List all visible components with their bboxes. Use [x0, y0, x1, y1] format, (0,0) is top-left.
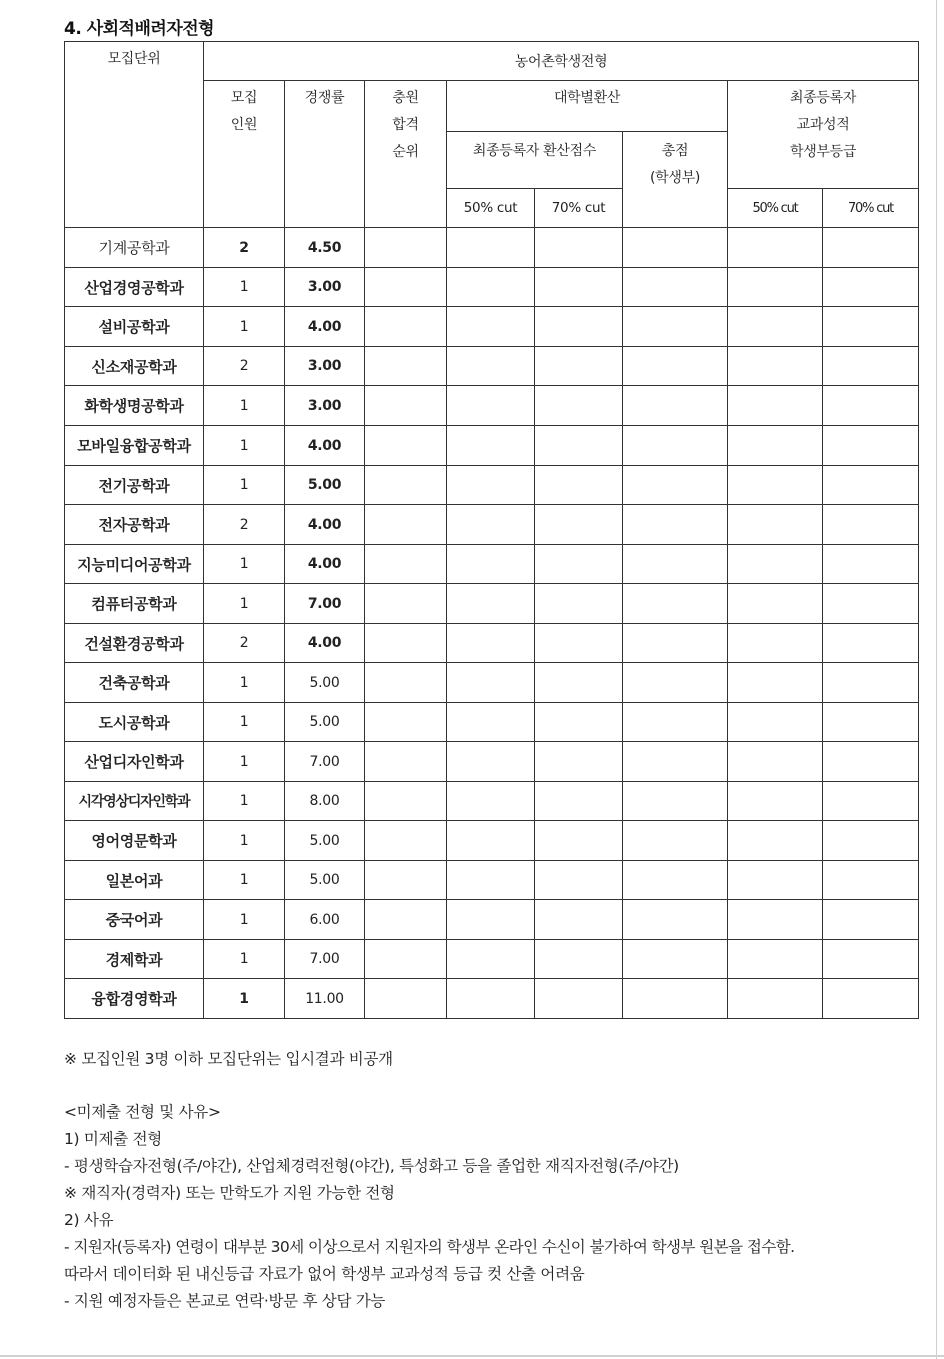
cut-70-score-cell	[535, 307, 623, 347]
dept-name: 전자공학과	[65, 505, 204, 545]
item1-line: ※ 재직자(경력자) 또는 만학도가 지원 가능한 전형	[64, 1184, 395, 1202]
fill-rank-cell	[365, 228, 447, 268]
total-score-cell	[623, 663, 728, 703]
cut-50-score-cell	[447, 861, 535, 900]
fill-rank-cell	[365, 426, 447, 466]
fill-rank-cell	[365, 742, 447, 782]
total-score-cell	[623, 900, 728, 940]
cut-50-grade-cell	[728, 940, 823, 979]
recruit-count: 1	[204, 742, 285, 782]
competition-rate: 4.00	[285, 505, 365, 545]
dept-name: 지능미디어공학과	[65, 545, 204, 584]
header-unit: 모집단위	[65, 42, 204, 228]
dept-name: 건축공학과	[65, 663, 204, 703]
item2-line: - 지원 예정자들은 본교로 연락·방문 후 상담 가능	[64, 1292, 386, 1310]
cut-50-score-cell	[447, 505, 535, 545]
total-score-cell	[623, 624, 728, 663]
cut-50-score-cell	[447, 742, 535, 782]
recruit-count: 1	[204, 703, 285, 742]
cut-70-score-cell	[535, 861, 623, 900]
header-group: 농어촌학생전형	[204, 42, 919, 81]
recruit-count: 1	[204, 307, 285, 347]
table-row	[65, 584, 919, 624]
competition-rate: 7.00	[285, 742, 365, 782]
recruit-count: 1	[204, 268, 285, 307]
cut-50-score-cell	[447, 347, 535, 386]
header-cut-50-grade: 50% cut	[728, 189, 823, 228]
recruit-count: 2	[204, 228, 285, 268]
recruit-count: 1	[204, 663, 285, 703]
cut-50-score-cell	[447, 584, 535, 624]
item1-title: 1) 미제출 전형	[64, 1130, 162, 1148]
cut-50-score-cell	[447, 900, 535, 940]
cut-70-grade-cell	[823, 624, 919, 663]
header-univ-conversion: 대학별환산	[447, 81, 728, 132]
fill-rank-cell	[365, 505, 447, 545]
dept-name: 융합경영학과	[65, 979, 204, 1019]
fill-rank-cell	[365, 900, 447, 940]
cut-70-score-cell	[535, 663, 623, 703]
cut-70-score-cell	[535, 228, 623, 268]
competition-rate: 5.00	[285, 821, 365, 861]
cut-70-grade-cell	[823, 742, 919, 782]
header-recruit-count: 모집 인원	[204, 81, 285, 228]
recruit-count: 1	[204, 466, 285, 505]
dept-name: 모바일융합공학과	[65, 426, 204, 466]
cut-50-grade-cell	[728, 900, 823, 940]
table-row	[65, 861, 919, 900]
table-row	[65, 940, 919, 979]
item2-title: 2) 사유	[64, 1211, 114, 1229]
recruit-count: 2	[204, 347, 285, 386]
header-fill-rank: 충원 합격 순위	[365, 81, 447, 228]
total-score-cell	[623, 782, 728, 821]
table-row	[65, 624, 919, 663]
fill-rank-cell	[365, 821, 447, 861]
cut-70-grade-cell	[823, 703, 919, 742]
cut-70-score-cell	[535, 268, 623, 307]
total-score-cell	[623, 545, 728, 584]
total-score-cell	[623, 466, 728, 505]
dept-name: 도시공학과	[65, 703, 204, 742]
cut-50-score-cell	[447, 466, 535, 505]
table-row	[65, 268, 919, 307]
cut-50-score-cell	[447, 624, 535, 663]
admission-results-table	[64, 41, 919, 1019]
notes-section	[64, 1046, 934, 1315]
cut-70-score-cell	[535, 782, 623, 821]
cut-50-grade-cell	[728, 228, 823, 268]
item2-line: - 지원자(등록자) 연령이 대부분 30세 이상으로서 지원자의 학생부 온라인 수신이 불가하여 학생부 원본을 접수함.	[64, 1238, 795, 1256]
header-cut-70-score: 70% cut	[535, 189, 623, 228]
table-row	[65, 821, 919, 861]
header-final-grade: 최종등록자 교과성적 학생부등급	[728, 81, 919, 189]
table-row	[65, 663, 919, 703]
table-row	[65, 703, 919, 742]
fill-rank-cell	[365, 861, 447, 900]
dept-name: 설비공학과	[65, 307, 204, 347]
recruit-count: 1	[204, 900, 285, 940]
cut-50-score-cell	[447, 703, 535, 742]
competition-rate: 3.00	[285, 347, 365, 386]
total-score-cell	[623, 426, 728, 466]
cut-50-grade-cell	[728, 386, 823, 426]
cut-70-grade-cell	[823, 663, 919, 703]
fill-rank-cell	[365, 466, 447, 505]
dept-name: 건설환경공학과	[65, 624, 204, 663]
cut-70-score-cell	[535, 821, 623, 861]
table-row	[65, 545, 919, 584]
total-score-cell	[623, 861, 728, 900]
cut-70-score-cell	[535, 426, 623, 466]
dept-name: 산업디자인학과	[65, 742, 204, 782]
total-score-cell	[623, 584, 728, 624]
item2-line: 따라서 데이터화 된 내신등급 자료가 없어 학생부 교과성적 등급 컷 산출 어려움	[64, 1265, 585, 1283]
recruit-count: 1	[204, 782, 285, 821]
cut-70-grade-cell	[823, 505, 919, 545]
competition-rate: 4.00	[285, 307, 365, 347]
cut-70-grade-cell	[823, 979, 919, 1019]
cut-70-grade-cell	[823, 861, 919, 900]
cut-70-grade-cell	[823, 940, 919, 979]
competition-rate: 5.00	[285, 861, 365, 900]
competition-rate: 4.50	[285, 228, 365, 268]
table-row	[65, 347, 919, 386]
dept-name: 중국어과	[65, 900, 204, 940]
cut-50-grade-cell	[728, 426, 823, 466]
competition-rate: 4.00	[285, 545, 365, 584]
dept-name: 신소재공학과	[65, 347, 204, 386]
cut-70-grade-cell	[823, 347, 919, 386]
dept-name: 일본어과	[65, 861, 204, 900]
item1-line: - 평생학습자전형(주/야간), 산업체경력전형(야간), 특성화고 등을 졸업한 재직자전형(주/야간)	[64, 1157, 679, 1175]
recruit-count: 1	[204, 426, 285, 466]
cut-70-grade-cell	[823, 268, 919, 307]
cut-70-score-cell	[535, 940, 623, 979]
cut-50-score-cell	[447, 268, 535, 307]
competition-rate: 7.00	[285, 584, 365, 624]
cut-50-score-cell	[447, 386, 535, 426]
cut-50-grade-cell	[728, 505, 823, 545]
cut-50-score-cell	[447, 426, 535, 466]
total-score-cell	[623, 228, 728, 268]
cut-70-score-cell	[535, 584, 623, 624]
total-score-cell	[623, 386, 728, 426]
table-row	[65, 466, 919, 505]
fill-rank-cell	[365, 545, 447, 584]
cut-50-score-cell	[447, 663, 535, 703]
competition-rate: 3.00	[285, 386, 365, 426]
cut-70-score-cell	[535, 505, 623, 545]
competition-rate: 7.00	[285, 940, 365, 979]
table-row	[65, 900, 919, 940]
page-border-bottom	[0, 1355, 944, 1357]
dept-name: 시각영상디자인학과	[65, 782, 204, 821]
dept-name: 기계공학과	[65, 228, 204, 268]
total-score-cell	[623, 505, 728, 545]
cut-70-grade-cell	[823, 307, 919, 347]
fill-rank-cell	[365, 584, 447, 624]
fill-rank-cell	[365, 307, 447, 347]
table-row	[65, 505, 919, 545]
cut-70-grade-cell	[823, 466, 919, 505]
fill-rank-cell	[365, 703, 447, 742]
dept-name: 산업경영공학과	[65, 268, 204, 307]
fill-rank-cell	[365, 624, 447, 663]
cut-50-grade-cell	[728, 979, 823, 1019]
cut-50-score-cell	[447, 228, 535, 268]
cut-50-grade-cell	[728, 663, 823, 703]
header-competition-rate: 경쟁률	[285, 81, 365, 228]
table-row	[65, 782, 919, 821]
competition-rate: 3.00	[285, 268, 365, 307]
competition-rate: 8.00	[285, 782, 365, 821]
table-row	[65, 228, 919, 268]
competition-rate: 5.00	[285, 703, 365, 742]
recruit-count: 1	[204, 584, 285, 624]
cut-70-grade-cell	[823, 426, 919, 466]
cut-50-grade-cell	[728, 821, 823, 861]
cut-50-grade-cell	[728, 742, 823, 782]
recruit-count: 2	[204, 505, 285, 545]
cut-50-score-cell	[447, 307, 535, 347]
fill-rank-cell	[365, 782, 447, 821]
recruit-count: 1	[204, 545, 285, 584]
cut-70-score-cell	[535, 742, 623, 782]
total-score-cell	[623, 979, 728, 1019]
section-title: 4. 사회적배려자전형	[64, 19, 215, 39]
table-row	[65, 742, 919, 782]
cut-50-grade-cell	[728, 703, 823, 742]
cut-50-score-cell	[447, 940, 535, 979]
total-score-cell	[623, 703, 728, 742]
dept-name: 영어영문학과	[65, 821, 204, 861]
cut-70-grade-cell	[823, 545, 919, 584]
header-total-score: 총점 (학생부)	[623, 132, 728, 228]
cut-70-grade-cell	[823, 386, 919, 426]
cut-70-grade-cell	[823, 900, 919, 940]
header-cut-70-grade: 70% cut	[823, 189, 919, 228]
total-score-cell	[623, 940, 728, 979]
cut-70-grade-cell	[823, 782, 919, 821]
competition-rate: 11.00	[285, 979, 365, 1019]
table-row	[65, 426, 919, 466]
fill-rank-cell	[365, 268, 447, 307]
competition-rate: 4.00	[285, 426, 365, 466]
cut-70-score-cell	[535, 900, 623, 940]
total-score-cell	[623, 347, 728, 386]
cut-50-grade-cell	[728, 268, 823, 307]
cut-70-score-cell	[535, 545, 623, 584]
table-row	[65, 979, 919, 1019]
disclosure-note: ※ 모집인원 3명 이하 모집단위는 입시결과 비공개	[64, 1050, 393, 1068]
fill-rank-cell	[365, 663, 447, 703]
cut-50-grade-cell	[728, 545, 823, 584]
cut-70-score-cell	[535, 466, 623, 505]
header-cut-50-score: 50% cut	[447, 189, 535, 228]
recruit-count: 2	[204, 624, 285, 663]
fill-rank-cell	[365, 979, 447, 1019]
cut-50-grade-cell	[728, 584, 823, 624]
recruit-count: 1	[204, 979, 285, 1019]
dept-name: 경제학과	[65, 940, 204, 979]
cut-50-score-cell	[447, 979, 535, 1019]
notes-heading: <미제출 전형 및 사유>	[64, 1103, 221, 1121]
cut-50-grade-cell	[728, 624, 823, 663]
fill-rank-cell	[365, 386, 447, 426]
cut-70-score-cell	[535, 979, 623, 1019]
cut-70-grade-cell	[823, 228, 919, 268]
dept-name: 전기공학과	[65, 466, 204, 505]
fill-rank-cell	[365, 940, 447, 979]
cut-70-grade-cell	[823, 584, 919, 624]
table-row	[65, 307, 919, 347]
competition-rate: 5.00	[285, 663, 365, 703]
recruit-count: 1	[204, 940, 285, 979]
cut-70-score-cell	[535, 703, 623, 742]
recruit-count: 1	[204, 861, 285, 900]
cut-70-score-cell	[535, 386, 623, 426]
cut-70-score-cell	[535, 624, 623, 663]
competition-rate: 4.00	[285, 624, 365, 663]
cut-50-score-cell	[447, 545, 535, 584]
cut-50-grade-cell	[728, 347, 823, 386]
header-final-conv-score: 최종등록자 환산점수	[447, 132, 623, 189]
recruit-count: 1	[204, 386, 285, 426]
table-row	[65, 386, 919, 426]
cut-50-grade-cell	[728, 466, 823, 505]
total-score-cell	[623, 268, 728, 307]
dept-name: 화학생명공학과	[65, 386, 204, 426]
cut-50-score-cell	[447, 821, 535, 861]
cut-70-score-cell	[535, 347, 623, 386]
competition-rate: 5.00	[285, 466, 365, 505]
total-score-cell	[623, 307, 728, 347]
dept-name: 컴퓨터공학과	[65, 584, 204, 624]
fill-rank-cell	[365, 347, 447, 386]
cut-50-grade-cell	[728, 861, 823, 900]
recruit-count: 1	[204, 821, 285, 861]
cut-50-grade-cell	[728, 782, 823, 821]
competition-rate: 6.00	[285, 900, 365, 940]
cut-50-grade-cell	[728, 307, 823, 347]
cut-70-grade-cell	[823, 821, 919, 861]
page-border-right	[936, 0, 937, 1359]
total-score-cell	[623, 821, 728, 861]
table-body	[65, 228, 919, 1019]
cut-50-score-cell	[447, 782, 535, 821]
total-score-cell	[623, 742, 728, 782]
